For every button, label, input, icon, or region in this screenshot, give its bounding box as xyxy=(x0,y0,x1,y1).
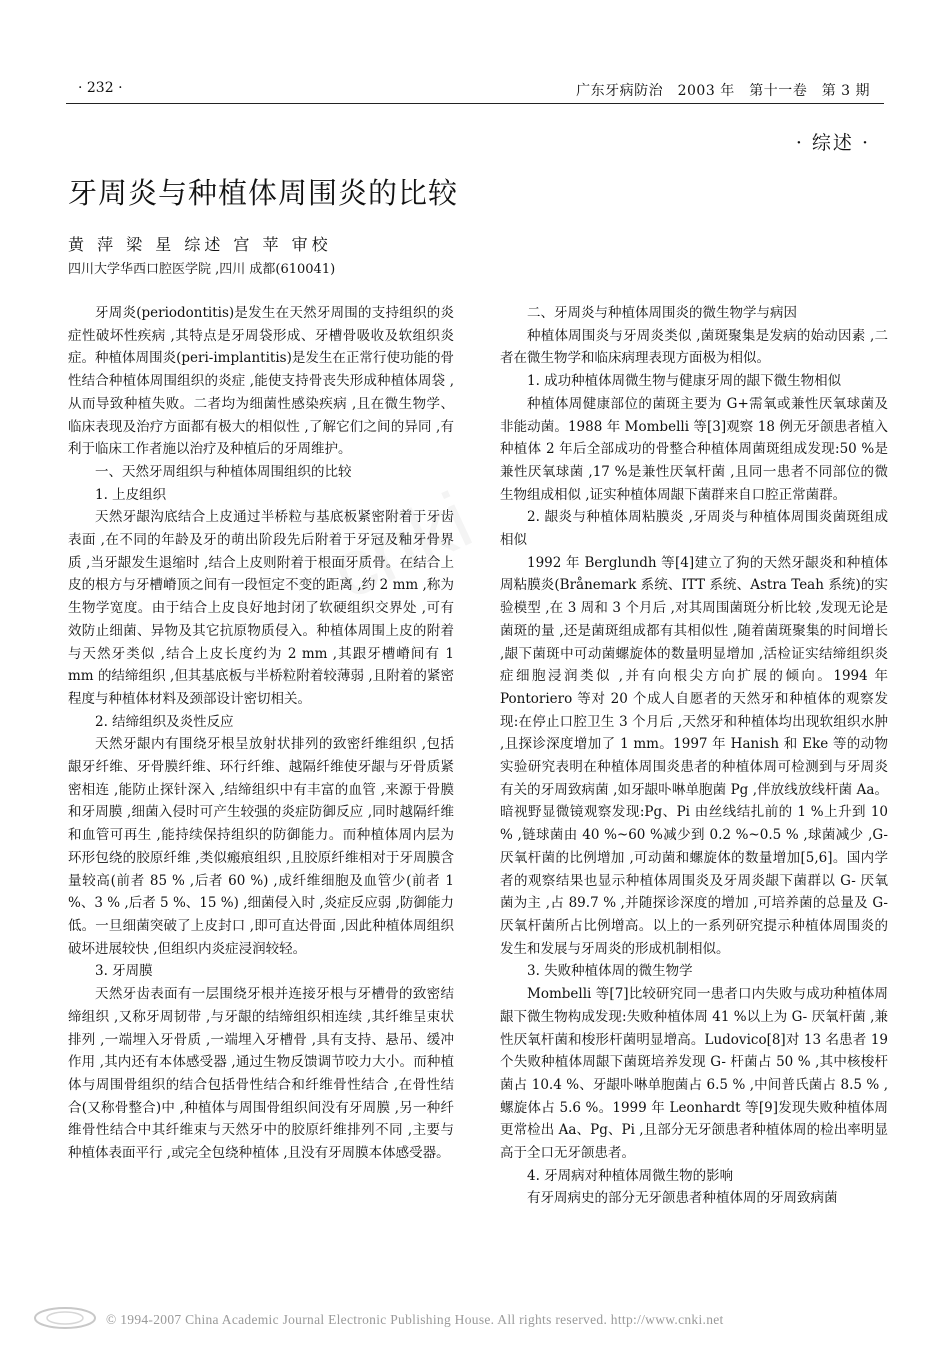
paragraph-gingivitis-mucositis: 1992 年 Berglundh 等[4]建立了狗的天然牙龈炎和种植体周粘膜炎(Brånemark 系统、ITT 系统、Astra Teah 系统)的实验模型 ,在 3 周和 3 个月后 ,对其周围菌斑分析比较 ,发现无论是菌斑的量 ,还是菌斑组成都有其相似性 ,随着菌斑聚集的时间增长 ,龈下菌斑中可动菌螺旋体的数量明显增加 ,活检证实结缔组织炎症细胞浸润类似 ,并有向根尖方向扩展的倾向。1994 年 Pontoriero 等对 20 个成人自愿者的天然牙和种植体的观察发现:在停止口腔卫生 3 个月后 ,天然牙和种植体均出现软组织水肿 ,且探诊深度增加了 1 mm。1997 年 Hanish 和 Eke 等的动物实验研究表明在种植体周围炎患者的种植体周可检测到与牙周炎有关的牙周致病菌 ,如牙龈卟啉单胞菌 Pg ,伴放线放线杆菌 Aa。暗视野显微镜观察发现:Pg、Pi 由丝线结扎前的 1 %上升到 10 % ,链球菌由 40 %~60 %减少到 0.2 %~0.5 % ,球菌减少 ,G- 厌氧杆菌的比例增加 ,可动菌和螺旋体的数量增加[5,6]。国内学者的观察结果也显示种植体周围炎及牙周炎龈下菌群以 G- 厌氧菌为主 ,占 89.7 % ,并随探诊深度的增加 ,可培养菌的总量及 G- 厌氧杆菌所占比例增高。以上的一系列研究提示种植体周围炎的发生和发展与牙周炎的形成机制相似。 xyxy=(500,554,888,957)
subheading-successful-implant: 1. 成功种植体周微生物与健康牙周的龈下微生物相似 xyxy=(527,373,842,390)
article-affiliation: 四川大学华西口腔医学院 ,四川 成都(610041) xyxy=(68,262,336,277)
subheading-periodontal-ligament: 3. 牙周膜 xyxy=(95,963,153,980)
paragraph-successful-implant: 种植体周健康部位的菌斑主要为 G+需氧或兼性厌氧球菌及非能动菌。1988 年 Mombelli 等[3]观察 18 例无牙颌患者植入种植体 2 年后全部成功的骨整合种植体周菌斑组成发现:50 %是兼性厌氧球菌 ,17 %是兼性厌氧杆菌 ,且同一患者不同部位的微生物组成相似 ,证实种植体周龈下菌群来自口腔正常菌群。 xyxy=(500,395,888,503)
journal-info: 广东牙病防治 2003 年 第十一卷 第 3 期 xyxy=(576,83,870,99)
subheading-failed-implant: 3. 失败种植体周的微生物学 xyxy=(527,963,693,980)
article-title: 牙周炎与种植体周围炎的比较 xyxy=(68,176,459,211)
subheading-connective-tissue: 2. 结缔组织及炎性反应 xyxy=(95,713,234,730)
left-column xyxy=(68,302,454,1165)
article-authors: 黄 萍 梁 星 综述 宫 苹 审校 xyxy=(68,235,332,254)
cnki-logo-icon xyxy=(30,1300,100,1332)
right-column xyxy=(500,302,888,1210)
subheading-gingivitis-mucositis: 2. 龈炎与种植体周粘膜炎 ,牙周炎与种植体周围炎菌斑组成相似 xyxy=(500,509,888,549)
section-tag: · 综述 · xyxy=(795,132,870,154)
subheading-epithelium: 1. 上皮组织 xyxy=(95,486,167,503)
paragraph-microbiology-intro: 种植体周围炎与牙周炎类似 ,菌斑聚集是发病的始动因素 ,二者在微生物学和临床病理表现方面极为相似。 xyxy=(500,327,888,367)
paragraph-epithelium: 天然牙龈沟底结合上皮通过半桥粒与基底板紧密附着于牙齿表面 ,在不同的年龄及牙的萌出阶段先后附着于牙冠及釉牙骨界质 ,当牙龈发生退缩时 ,结合上皮则附着于根面牙质骨。在结合上皮的根方与牙槽嵴顶之间有一段恒定不变的距离 ,约 2 mm ,称为生物学宽度。由于结合上皮良好地封闭了软硬组织交界处 ,可有效防止细菌、异物及其它抗原物质侵入。种植体周围上皮的附着与天然牙类似 ,结合上皮长度约为 2 mm ,其跟牙槽嵴间有 1 mm 的结缔组织 ,但其基底板与半桥粒附着较薄弱 ,且附着的紧密程度与种植体材料及颈部设计密切相关。 xyxy=(68,509,454,707)
section-heading-2: 二、牙周炎与种植体周围炎的微生物学与病因 xyxy=(527,305,797,321)
paragraph-periodontal-influence: 有牙周病史的部分无牙颌患者种植体周的牙周致病菌 xyxy=(527,1190,838,1207)
intro-paragraph: 牙周炎(periodontitis)是发生在天然牙周围的支持组织的炎症性破坏性疾病 ,其特点是牙周袋形成、牙槽骨吸收及软组织炎症。种植体周围炎(peri-implantitis)是发生在正常行使功能的骨性结合种植体周围组织的炎症 ,能使支持骨丧失形成种植体周袋 ,从而导致种植失败。二者均为细菌性感染疾病 ,且在微生物学、临床表现及治疗方面都有极大的相似性 ,了解它们之间的异同 ,有利于临床工作者施以治疗及种植后的牙周维护。 xyxy=(68,305,454,458)
copyright-footer: © 1994-2007 China Academic Journal Electronic Publishing House. All rights reserved. http://www.cnki.net xyxy=(106,1312,724,1327)
paragraph-periodontal-ligament: 天然牙齿表面有一层围绕牙根并连接牙根与牙槽骨的致密结缔组织 ,又称牙周韧带 ,与牙龈的结缔组织相连续 ,其纤维呈束状排列 ,一端埋入牙骨质 ,一端埋入牙槽骨 ,具有支持、悬吊、缓冲作用 ,其内还有本体感受器 ,通过生物反馈调节咬力大小。而种植体与周围骨组织的结合包括骨性结合和纤维骨性结合 ,在骨性结合(又称骨整合)中 ,种植体与周围骨组织间没有牙周膜 ,另一种纤维骨性结合中其纤维束与天然牙中的胶原纤维排列不同 ,主要与种植体表面平行 ,或完全包绕种植体 ,且没有牙周膜本体感受器。 xyxy=(68,986,454,1162)
paragraph-connective-tissue: 天然牙龈内有围绕牙根呈放射状排列的致密纤维组织 ,包括龈牙纤维、牙骨膜纤维、环行纤维、越隔纤维使牙龈与牙骨质紧密相连 ,能防止探针深入 ,结缔组织中有丰富的血管 ,来源于骨膜和牙周膜 ,细菌入侵时可产生较强的炎症防御反应 ,同时越隔纤维和血管可再生 ,能持续保持组织的防御能力。而种植体周内层为环形包绕的胶原纤维 ,类似瘢痕组织 ,且胶原纤维相对于牙周膜含量较高(前者 85 % ,后者 60 %) ,成纤维细胞及血管少(前者 1 %、3 % ,后者 5 %、15 %) ,细菌侵入时 ,炎症反应弱 ,防御能力低。一旦细菌突破了上皮封口 ,即可直达骨面 ,因此种植体周组织破坏进展较快 ,但组织内炎症浸润较轻。 xyxy=(68,736,454,957)
paragraph-failed-implant: Mombelli 等[7]比较研究同一患者口内失败与成功种植体周龈下微生物构成发现:失败种植体周 41 %以上为 G- 厌氧杆菌 ,兼性厌氧杆菌和梭形杆菌明显增高。Ludovico[8]对 13 名患者 19 个失败种植体周龈下菌斑培养发现 G- 杆菌占 50 % ,其中核梭杆菌占 10.4 %、牙龈卟啉单胞菌占 6.5 % ,中间普氏菌占 8.5 % ,螺旋体占 5.6 %。1999 年 Leonhardt 等[9]发现失败种植体周更常检出 Aa、Pg、Pi ,且部分无牙颌患者种植体周的检出率明显高于全口无牙颌患者。 xyxy=(500,986,888,1162)
subheading-periodontal-influence: 4. 牙周病对种植体周微生物的影响 xyxy=(527,1167,734,1184)
header-rule xyxy=(66,103,884,104)
section-heading-1: 一、天然牙周组织与种植体周围组织的比较 xyxy=(95,463,352,480)
page-number: · 232 · xyxy=(78,80,123,96)
